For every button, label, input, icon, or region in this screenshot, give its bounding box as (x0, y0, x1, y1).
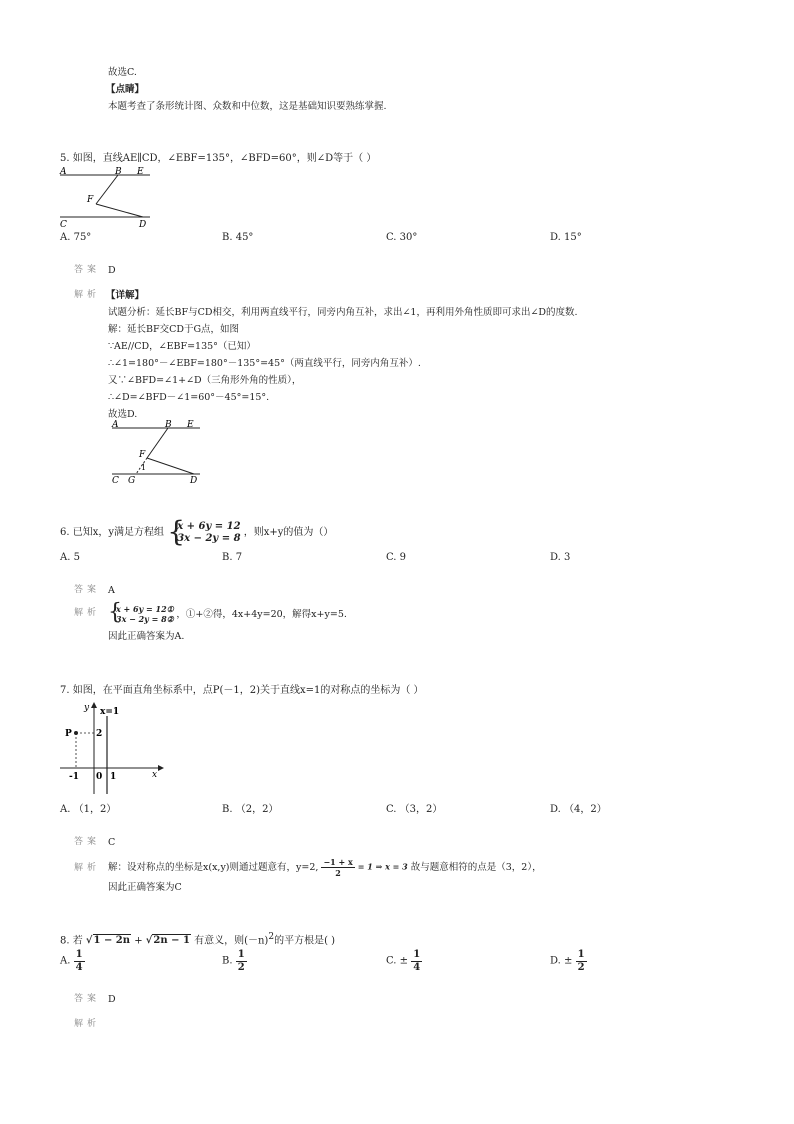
q6-solution-system: { x + 6y = 12① 3x − 2y = 8② (108, 600, 174, 625)
q8-option-a-num: 1 (75, 949, 83, 960)
q5-sol-label-b: B (165, 420, 172, 430)
q7-label-p: P (65, 729, 72, 739)
comment-heading: 【点睛】 (106, 84, 145, 95)
q6-sol-text: ，①+②得，4x+4y=20，解得x+y=5. (176, 608, 347, 620)
q8-stem-num: 8. 若 (60, 935, 83, 947)
q8-option-d-den: 2 (577, 962, 585, 973)
q5-label-a: A (60, 167, 67, 177)
q8-option-b-prefix: B. (222, 955, 233, 967)
q5-sol-label-d: D (190, 476, 198, 486)
q5-sol-label-c: C (112, 476, 119, 486)
q8-radicand-2: 2n − 1 (153, 935, 190, 947)
q8-stem-sup: 2 (268, 932, 275, 942)
q6-equation-system: { x + 6y = 12 3x − 2y = 8 (167, 515, 241, 548)
q5-option-b[interactable]: B. 45° (222, 232, 254, 243)
q8-radical-2: √2n − 1 (145, 935, 190, 947)
q5-option-c[interactable]: C. 30° (386, 232, 418, 243)
q8-option-a-fraction (74, 950, 85, 973)
q8-option-d-num: 1 (577, 949, 585, 960)
q6-conclusion: 因此正确答案为A. (108, 631, 185, 642)
q6-option-c[interactable]: C. 9 (386, 552, 407, 563)
q5-solution-figure (108, 418, 208, 486)
q5-option-d[interactable]: D. 15° (550, 232, 582, 243)
q5-line-4: ∴∠1=180°－∠EBF=180°－135°=45°（两直线平行，同旁内角互补）. (108, 358, 421, 369)
q7-sol-numerator: −1 + x (323, 857, 353, 867)
q5-analysis-label: 解析 (74, 290, 101, 300)
q7-conclusion: 因此正确答案为C (108, 882, 182, 893)
q8-stem-end: 的平方根是( ) (274, 935, 336, 947)
q6-sol-eq1: x + 6y = 12① (116, 604, 174, 614)
q8-radical-1: √1 − 2n (85, 935, 131, 947)
q5-option-a[interactable]: A. 75° (60, 232, 92, 243)
q7-analysis-label: 解析 (74, 863, 101, 873)
q6-option-a[interactable]: A. 5 (60, 552, 80, 563)
select-line: 故选C. (108, 67, 137, 78)
q8-option-d-prefix: D. (550, 955, 561, 967)
q8-option-c-pm: ± (399, 955, 409, 967)
q8-option-b[interactable] (222, 950, 247, 973)
comment-text: 本题考查了条形统计图、众数和中位数，这是基础知识要熟练掌握. (108, 101, 387, 112)
q7-option-d[interactable]: D. （4，2） (550, 804, 607, 815)
q8-stem: 8. 若 √1 − 2n + √2n − 1 有意义，则$(-n)^2$的平方根是( ) (60, 932, 336, 947)
q7-label-line: x=1 (100, 707, 120, 717)
q8-answer-label: 答案 (74, 994, 101, 1004)
q8-option-c-fraction (411, 950, 422, 973)
q6-answer-value: A (108, 585, 115, 596)
q5-sol-label-g: G (128, 476, 136, 486)
q7-option-c[interactable]: C. （3，2） (386, 804, 443, 815)
q7-answer-value: C (108, 837, 116, 848)
q5-line-2: 解：延长BF交CD于G点，如图 (108, 324, 240, 335)
q6-solution (108, 600, 347, 625)
q5-stem: 5. 如图，直线AE∥CD，∠EBF=135°，∠BFD=60°，则∠D等于（ ） (60, 153, 377, 164)
q6-option-b[interactable]: B. 7 (222, 552, 243, 563)
q7-label-0: 0 (96, 772, 103, 782)
q7-answer-label: 答案 (74, 837, 101, 847)
q5-label-c: C (60, 220, 67, 230)
q5-line-5: 又∵∠BFD=∠1+∠D（三角形外角的性质）， (108, 375, 302, 386)
q7-sol-denominator: 2 (335, 868, 341, 878)
q6-analysis-label: 解析 (74, 608, 101, 618)
q7-label-1: 1 (110, 772, 117, 782)
q8-analysis-label: 解析 (74, 1019, 101, 1029)
q6-stem-post: ，则x+y的值为（） (243, 527, 334, 538)
q8-option-d[interactable] (550, 950, 587, 973)
q8-option-b-fraction (236, 950, 247, 973)
q7-sol-eq: = 1 ⇒ x = 3 (357, 861, 408, 872)
q8-option-c-den: 4 (413, 962, 421, 973)
q8-stem-mid: 有意义，则(－n) (194, 935, 269, 947)
q5-label-f: F (87, 195, 94, 205)
q8-option-c-num: 1 (413, 949, 421, 960)
q5-sol-label-f: F (139, 450, 146, 460)
q5-label-d: D (139, 220, 147, 230)
q5-label-e: E (137, 167, 144, 177)
q8-option-c-prefix: C. (386, 955, 397, 967)
q6-stem-pre: 6. 已知x，y满足方程组 (60, 527, 165, 538)
q6-eq1: x + 6y = 12 (177, 521, 241, 532)
q8-option-b-den: 2 (237, 962, 245, 973)
q8-option-d-pm: ± (564, 955, 573, 967)
q5-sol-label-1: 1 (141, 463, 147, 472)
q7-sol-pre: 解：设对称点的坐标是x(x,y)则通过题意有，y=2, (108, 861, 319, 873)
q7-sol-post: 故与题意相符的点是（3，2）， (410, 861, 542, 873)
q7-label-x: x (152, 770, 158, 780)
q8-answer-value: D (108, 994, 116, 1005)
q7-option-a[interactable]: A. （1，2） (60, 804, 117, 815)
q5-sol-label-e: E (187, 420, 194, 430)
q5-label-b: B (115, 167, 122, 177)
q6-eq2: 3x − 2y = 8 (177, 533, 241, 544)
q7-stem: 7. 如图，在平面直角坐标系中，点P(－1，2)关于直线x=1的对称点的坐标为（ ） (60, 685, 424, 696)
q8-option-c[interactable] (386, 950, 422, 973)
q5-line-6: ∴∠D=∠BFD－∠1=60°－45°=15°. (108, 392, 270, 403)
q8-option-a-prefix: A. (60, 955, 71, 967)
q5-line-7: 故选D. (108, 409, 138, 420)
q5-detail-heading: 【详解】 (106, 290, 145, 301)
q7-label-y: y (84, 703, 90, 713)
q7-coordinate-figure (58, 700, 166, 796)
q8-option-b-num: 1 (237, 949, 245, 960)
q5-answer-label: 答案 (74, 265, 101, 275)
q5-sol-label-a: A (112, 420, 119, 430)
q5-line-3: ∵AE//CD，∠EBF=135°（已知） (108, 341, 256, 352)
q7-label-2: 2 (96, 729, 103, 739)
q8-option-a[interactable] (60, 950, 85, 973)
q6-option-d[interactable]: D. 3 (550, 552, 571, 563)
q5-answer-value: D (108, 265, 116, 276)
q7-label-neg1: -1 (69, 772, 79, 782)
q6-answer-label: 答案 (74, 585, 101, 595)
q6-sol-eq2: 3x − 2y = 8② (116, 613, 174, 624)
q7-option-b[interactable]: B. （2，2） (222, 804, 279, 815)
q8-option-d-fraction (576, 950, 587, 973)
q7-sol-fraction (321, 858, 354, 877)
q6-stem (60, 515, 334, 548)
q5-figure (56, 164, 156, 232)
q8-radicand-1: 1 − 2n (93, 935, 131, 947)
q7-solution (108, 858, 542, 877)
q5-line-1: 试题分析：延长BF与CD相交，利用两直线平行，同旁内角互补，求出∠1，再利用外角性质即可求出∠D的度数. (108, 307, 578, 318)
q8-option-a-den: 4 (75, 962, 83, 973)
